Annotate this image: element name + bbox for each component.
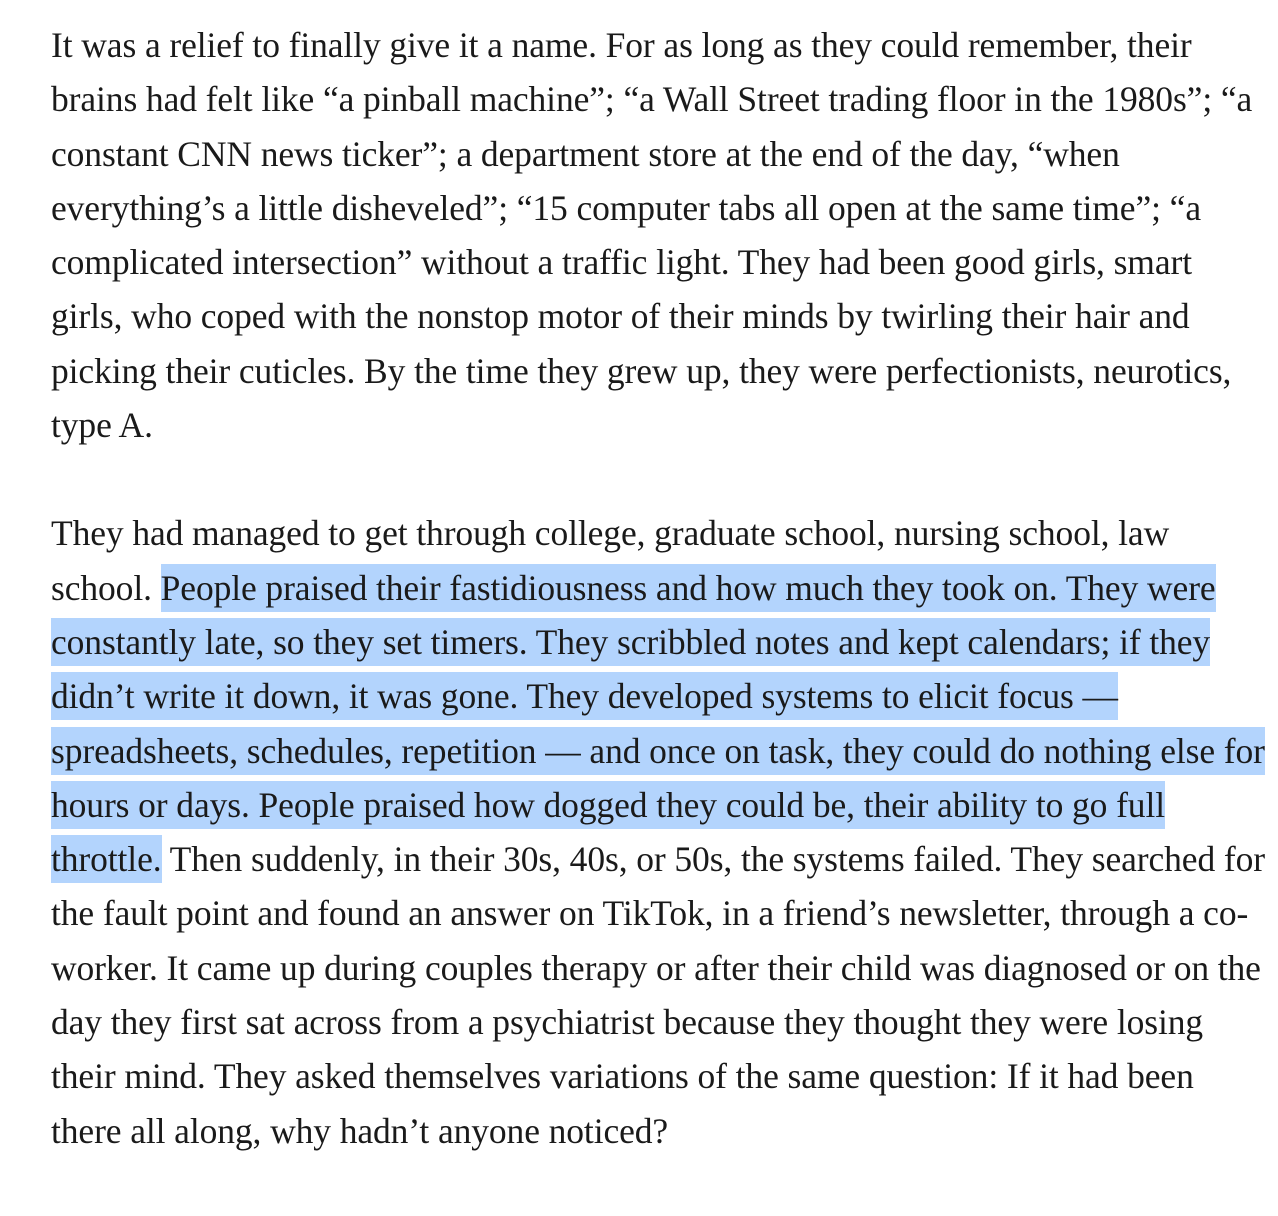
paragraph-1[interactable]: It was a relief to finally give it a name. For as long as they could remember, their brains had felt like “a pinball machine”; “a Wall Street trading floor in the 1980s”; “a constant CNN news ticker”; a department store at the end of the day, “when everything’s a little disheveled”; “15 computer tabs all open at the same time”; “a complicated intersection” without a traffic light. They had been good girls, smart girls, who coped with the nonstop motor of their minds by twirling their hair and picking their cuticles. By the time they grew up, they were perfectionists, neurotics, type A. bbox=[51, 25, 1253, 446]
paragraph-2-text-after-selection[interactable]: Then suddenly, in their 30s, 40s, or 50s, the systems failed. They searched for the fault point and found an answer on TikTok, in a friend’s newsletter, through a co-worker. It came up during couples therapy or after their child was diagnosed or on the day they first sat across from a psychiatrist because they thought they were losing their mind. They asked themselves variations of the same question: If it had been there all along, why hadn’t anyone noticed? bbox=[51, 839, 1265, 1151]
paragraph-2-text-before-selection[interactable]: They had managed to get through college, graduate school, nursing school, law school. bbox=[51, 513, 1170, 608]
paragraph-2[interactable] bbox=[51, 506, 1266, 1158]
selected-text-highlight[interactable]: People praised their fastidiousness and how much they took on. They were constantly late, so they set timers. They scribbled notes and kept calendars; if they didn’t write it down, it was gone. They developed systems to elicit focus — spreadsheets, schedules, repetition — and once on task, they could do nothing else for hours or days. People praised how dogged they could be, their ability to go full throttle. bbox=[51, 564, 1265, 883]
article-body bbox=[51, 18, 1266, 1158]
